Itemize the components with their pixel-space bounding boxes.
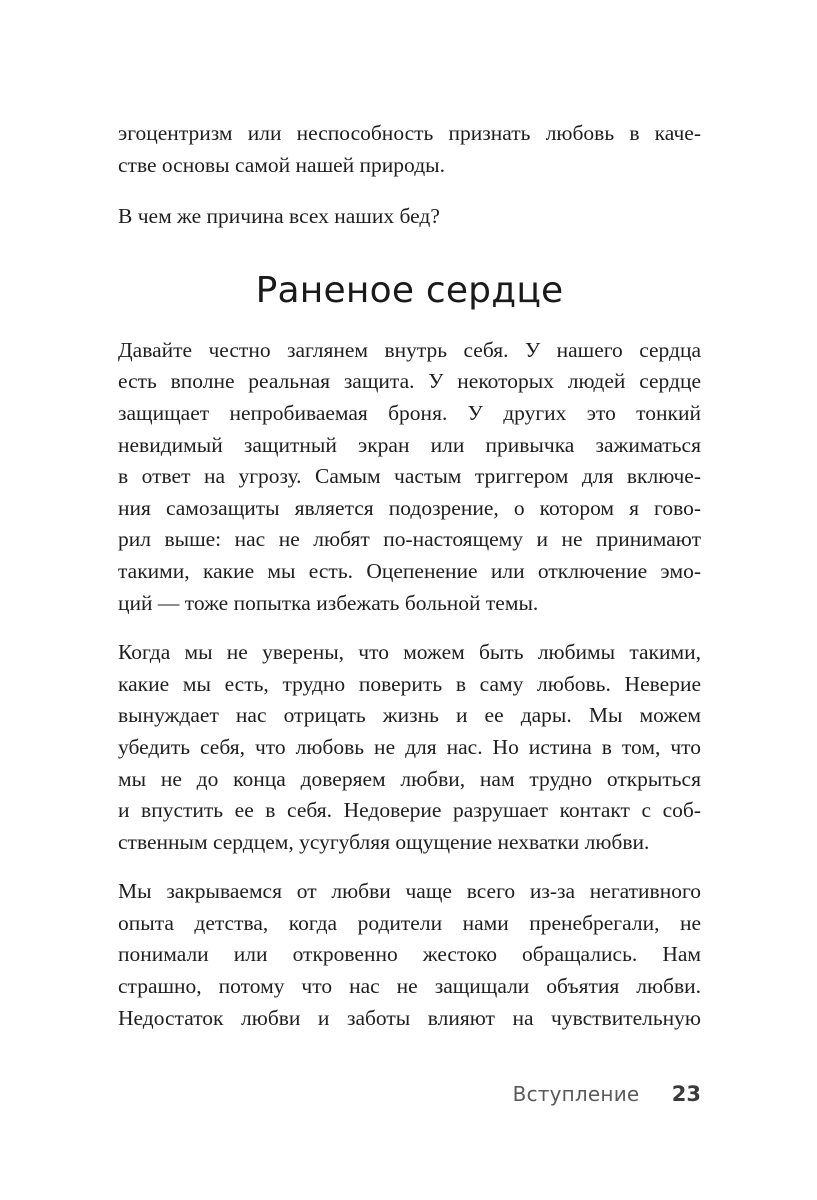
text-line: опыта детства, когда родители нами пренебрегали, не (118, 910, 701, 935)
text-line: эгоцентризм или неспособность признать любовь в каче- (118, 121, 701, 145)
text-line: убедить себя, что любовь не для нас. Но истина в том, что (118, 734, 701, 759)
body-paragraph-2 (118, 637, 701, 858)
text-line: В чем же причина всех наших бед? (118, 204, 440, 229)
text-line: такими, какие мы есть. Оцепенение или отключение эмо- (118, 558, 701, 583)
text-line: вынуждает нас отрицать жизнь и ее дары. Мы можем (118, 703, 701, 728)
text-line: Мы закрываемся от любви чаще всего из-за негативного (118, 879, 701, 904)
text-line: мы не до конца доверяем любви, нам трудно открыться (118, 766, 701, 791)
text-line: защищает непробиваемая броня. У других это тонкий (118, 400, 701, 425)
body-paragraph-1 (118, 335, 701, 619)
intro-paragraph (118, 118, 701, 181)
text-line: Когда мы не уверены, что можем быть любимы такими, (118, 640, 701, 665)
text-line: есть вполне реальная защита. У некоторых людей сердце (118, 369, 701, 394)
text-line: понимали или откровенно жестоко обращались. Нам (118, 942, 701, 967)
text-line: какие мы есть, трудно поверить в саму любовь. Неверие (118, 671, 701, 696)
text-line: ций — тоже попытка избежать больной темы. (118, 590, 539, 615)
text-line: невидимый защитный экран или привычка зажиматься (118, 432, 701, 457)
text-line: стве основы самой нашей природы. (118, 152, 445, 177)
text-line: в ответ на угрозу. Самым частым триггером для включе- (118, 464, 701, 489)
running-footer (513, 1079, 701, 1109)
text-line: Давайте честно заглянем внутрь себя. У нашего сердца (118, 337, 701, 362)
running-section-title: Вступление (512, 1082, 640, 1106)
text-line: страшно, потому что нас не защищали объятия любви. (118, 974, 701, 999)
text-line: и впустить ее в себя. Недоверие разрушает контакт с соб- (118, 798, 701, 823)
text-line: Недостаток любви и заботы влияют на чувствительную (118, 1005, 701, 1030)
text-line: рил выше: нас не любят по-настоящему и не принимают (118, 527, 701, 552)
page-number: 23 (671, 1082, 701, 1106)
text-line: ния самозащиты является подозрение, о котором я гово- (118, 495, 701, 520)
page-body (118, 118, 701, 1052)
body-paragraph-3 (118, 876, 701, 1034)
text-line: ственным сердцем, усугубляя ощущение нехватки любви. (118, 829, 650, 854)
section-title: Раненое сердце (255, 269, 564, 311)
question-paragraph (118, 201, 701, 233)
